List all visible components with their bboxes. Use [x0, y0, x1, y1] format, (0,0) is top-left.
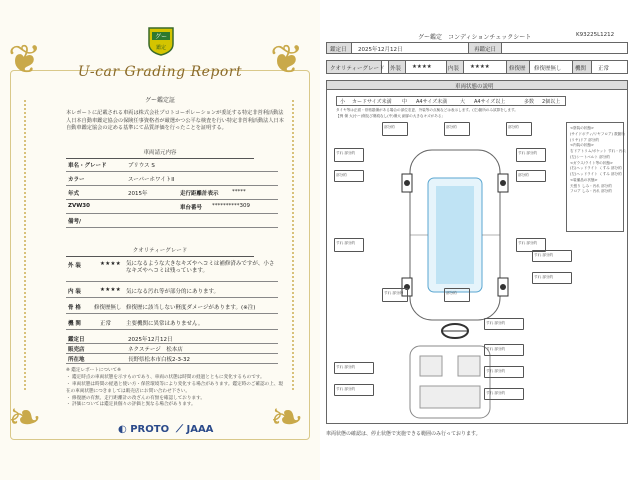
callout-19: すれ 部分的: [534, 275, 554, 279]
vine-right: [292, 100, 310, 390]
condition-notes: [570, 126, 626, 195]
callout-8: すれ 部分的: [336, 241, 356, 245]
exterior-label: 外 装: [68, 263, 81, 269]
callout-6: 部分的: [336, 173, 347, 177]
callout-5: すれ 部分的: [518, 151, 538, 155]
legend-3: A4サイズ未満: [416, 99, 448, 105]
callout-18: すれ 部分的: [534, 253, 554, 257]
legend-7: 2個以上: [542, 99, 561, 105]
sheet-title: グー鑑定 コンディションチェックシート: [418, 34, 532, 41]
cn-7: (右)ヘッドライト くすみ 部分的: [570, 166, 622, 171]
row-name: [66, 158, 278, 172]
reappraisal-label: 再鑑定日: [474, 47, 497, 53]
legend-4: 大: [460, 99, 466, 105]
callout-7: 部分的: [518, 173, 529, 177]
row-color: [66, 172, 278, 186]
row-frame: [66, 300, 278, 314]
year-value: 2015年: [128, 191, 148, 197]
cn-8: (左)ヘッドライト くすみ 部分的: [570, 172, 622, 176]
mileage-label: 走行距離計表示: [180, 191, 219, 197]
repair-value: 修復歴無し: [534, 66, 562, 72]
cn-2: (リヤ)ドア 部分的: [570, 137, 599, 142]
frame-label: 骨 格: [68, 305, 81, 311]
callout-4: すれ 部分的: [336, 151, 356, 155]
cn-11: フロア しみ・汚れ 部分的: [570, 189, 612, 194]
goo-shield-icon: [146, 26, 176, 56]
callout-1: 部分的: [384, 125, 395, 129]
jaaa-icon: ⟋: [176, 424, 183, 435]
vin-value: **********309: [212, 203, 250, 209]
cn-6: <ガラス/ライト等の状態>: [570, 160, 613, 165]
note-line-1: ・ 鑑定時点の車両状態を示すものであり、車両の状態は時間の経過とともに変化するものです。: [66, 374, 265, 380]
engine-label: 機 関: [68, 321, 81, 327]
ornament-bottom-left: ❧: [8, 395, 42, 441]
exterior-stars: ★★★★: [100, 261, 121, 267]
note-line-2: ・ 車両状態は時間の経過と使い方・保管環境等により変化する場合があります。鑑定時のご確認の上、現在の車両状態につきましては販売店にお問い合わせ下さい。: [66, 381, 284, 394]
repair-label: 修復歴: [509, 66, 526, 72]
store-name: ネクステージ 松本店: [128, 347, 183, 353]
row-exterior: [66, 258, 278, 282]
cn-10: 天張り しみ・汚れ 部分的: [570, 183, 612, 188]
store-label: 販売店: [68, 347, 85, 353]
address-label: 所在地: [68, 357, 85, 363]
proto-logo: [118, 424, 169, 435]
remarks-label: 備考/: [68, 219, 82, 225]
row-model: [66, 200, 278, 214]
callout-14: すれ 部分的: [486, 369, 506, 373]
row-interior: [66, 284, 278, 298]
badge-caption: 鑑定: [155, 45, 167, 51]
badge-text: グー: [154, 33, 168, 41]
vine-left: [24, 100, 42, 390]
legend-2: 中: [402, 99, 408, 105]
legend-note-1: タイヤ等は正面・骨格損傷がある場合の部位変更、外装等の点検などは表示します。(左)箇所のみ試算をします。: [336, 108, 518, 112]
callout-12: すれ 部分的: [486, 321, 506, 325]
interior-stars: ★★★★: [100, 287, 121, 293]
row-store: [66, 344, 278, 354]
quality-section-heading: クオリティーグレード: [66, 246, 254, 257]
section-title: 車両状態の説明: [455, 84, 494, 90]
jaaa-logo: [176, 424, 213, 435]
cn-0: <塗装の状態>: [570, 126, 594, 130]
vehicle-section-heading: 車両請元内容: [66, 148, 254, 159]
note-line-3: ・ 修復歴の有無、走行距離計の改ざんの有無を確認しております。: [66, 395, 205, 401]
steering-wheel-icon: [440, 322, 470, 340]
interior-text: 気になる汚れ等が部分的にあります。: [126, 289, 220, 295]
cn-4: 右ドアトリム/ポケット すれ・汚れ: [570, 149, 626, 153]
legend-5: A4サイズ以上: [474, 99, 506, 105]
int-label: 内装: [448, 66, 460, 72]
row-address: [66, 354, 278, 364]
notes-title: ※ 鑑定レポートについて※: [66, 368, 122, 373]
engine-status: 正常: [100, 321, 112, 327]
callout-9: すれ 部分的: [518, 241, 538, 245]
exterior-text: 気になるような大きなキズやヘコミは補修済みですが、小さなキズやヘコミは残っています。: [126, 261, 275, 275]
address: 長野県松本市白板2-3-32: [128, 357, 190, 363]
callout-13: すれ 部分的: [486, 347, 506, 351]
cn-9: <装備品の状態>: [570, 177, 598, 182]
callout-17: すれ 部分的: [336, 387, 356, 391]
legend-0: 小: [340, 99, 346, 105]
vin-label: 車台番号: [180, 205, 203, 211]
name-label: 車名・グレード: [68, 163, 107, 169]
callout-10: すれ 部分的: [384, 291, 404, 295]
brand-right: JAAA: [186, 424, 214, 435]
certificate-intro: 本レポートに記載される車両は株式会社プロトコーポレーションが委託する特定非営利活動法人日本自動車鑑定協会の保険任事資格者が厳選かつ公平な検査を行い特定非営利活動法人日本自動車鑑定協会の定める基準にて品質評価を行ったことを証明する。: [66, 110, 284, 132]
callout-2: 部分的: [446, 125, 457, 129]
legend-6: 多数: [524, 99, 535, 105]
frame-text: 修復歴に該当しない軽度ダメージがあります。(※注): [126, 305, 256, 311]
grade-label: クオリティーグレード: [330, 66, 385, 72]
condition-check-sheet: [320, 0, 640, 480]
color-label: カラー: [68, 177, 85, 183]
notes-block: [66, 368, 284, 409]
mileage-value: *****: [232, 189, 246, 195]
row-engine: [66, 316, 278, 330]
cn-5: (左)シートベルト 部分的: [570, 154, 610, 159]
ext-label: 外装: [390, 66, 402, 72]
name-value: プリウス S: [128, 163, 155, 169]
date-label: 鑑定日: [330, 47, 347, 53]
row-appraisal-date: [66, 334, 278, 344]
serial-number: K93225L1212: [576, 32, 615, 38]
legend-1: カードサイズ未満: [352, 99, 392, 105]
appraisal-date: 2025年12月12日: [128, 337, 173, 343]
cn-1: (サイドボディ/リヤフロア) 数箇所: [570, 131, 625, 136]
interior-label: 内 装: [68, 289, 81, 295]
certificate-subtitle: グー鑑定証: [144, 97, 175, 104]
appraisal-date-label: 鑑定日: [68, 337, 85, 343]
ext-value: ★★★★: [412, 64, 432, 70]
model-value: ZVW30: [68, 203, 90, 209]
ornament-top-right: ❦: [270, 37, 304, 83]
brand-left: PROTO: [130, 424, 170, 435]
legend-note-2: 【例 傷 大(小~)傷及び傷痕なし(中)傷大 細部の大きなキズがある」: [336, 114, 446, 118]
callout-16: すれ 部分的: [336, 365, 356, 369]
frame-stars: 修復歴無し: [94, 305, 122, 311]
callout-11: 部分的: [446, 291, 457, 295]
year-label: 年式: [68, 191, 80, 197]
color-value: スーパーホワイトII: [128, 177, 175, 183]
date-value: 2025年12月12日: [358, 47, 403, 53]
callout-3: 部分的: [508, 125, 519, 129]
engine-value: 正常: [598, 66, 610, 72]
ornament-top-left: ❦: [8, 37, 42, 83]
engine-text: 主要機関に異常はありません。: [126, 321, 204, 327]
script-title: U-car Grading Report: [77, 64, 243, 80]
row-year: [66, 186, 278, 200]
cn-3: <内装の状態>: [570, 143, 594, 148]
callout-15: すれ 部分的: [486, 391, 506, 395]
int-value: ★★★★: [470, 64, 490, 70]
sheet-footer: 車両状態の確認は、停止状態で実施できる範囲のみ行っております。: [326, 431, 481, 437]
ornament-bottom-right: ❧: [270, 395, 304, 441]
note-line-4: ・ 評価については鑑定員個々の評価と異なる場合があります。: [66, 402, 196, 408]
row-remarks: [66, 214, 278, 228]
proto-icon: ◐: [118, 424, 127, 435]
engine-label: 機関: [575, 66, 587, 72]
